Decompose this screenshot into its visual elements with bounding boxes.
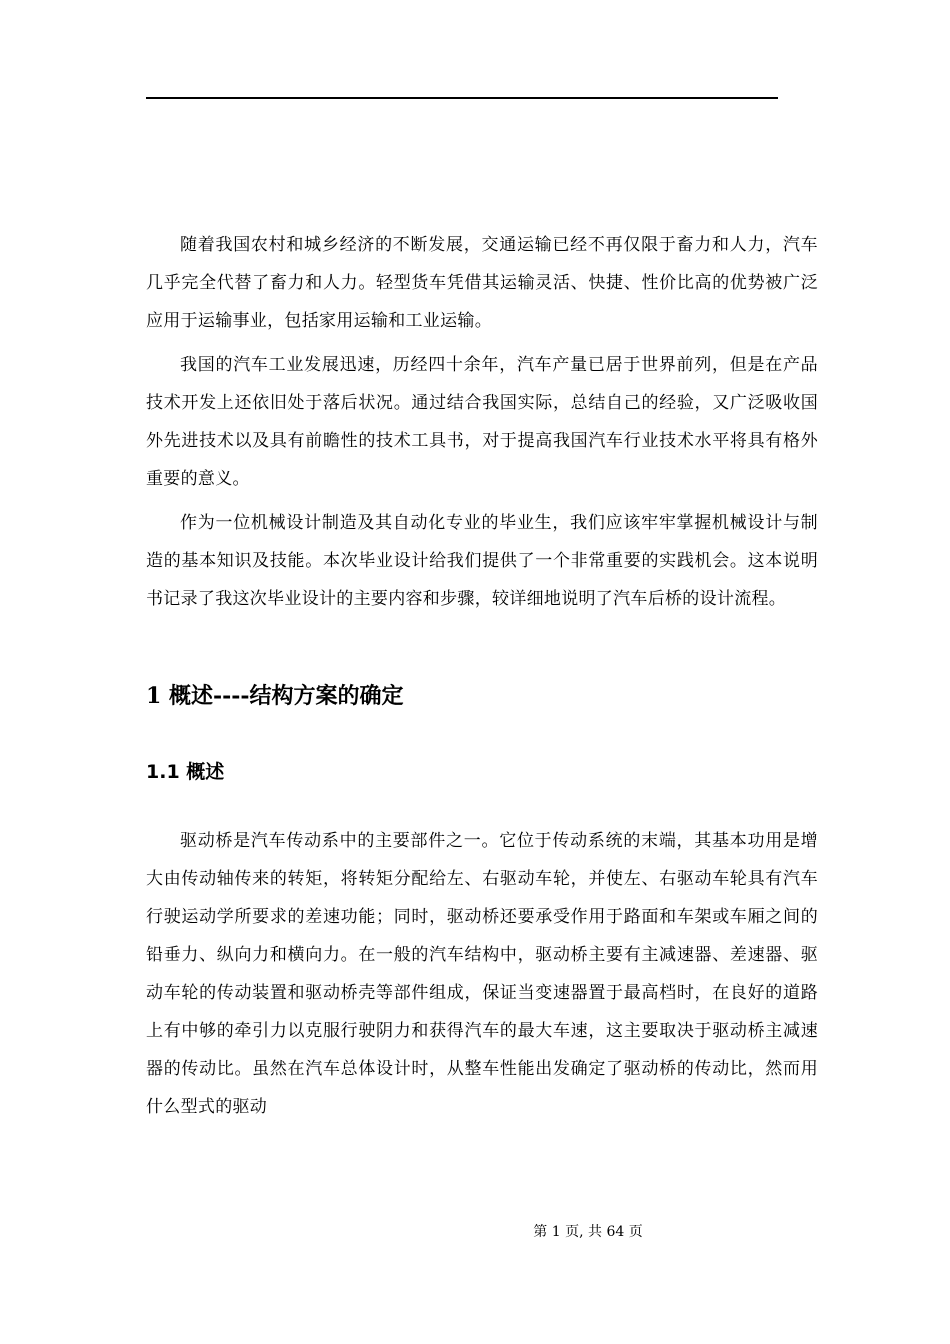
header-rule	[146, 97, 778, 99]
intro-paragraph-3: 作为一位机械设计制造及其自动化专业的毕业生，我们应该牢牢掌握机械设计与制造的基本知识及技能。本次毕业设计给我们提供了一个非常重要的实践机会。这本说明书记录了我这次毕业设计的主要内容和步骤，较详细地说明了汽车后桥的设计流程。	[146, 513, 818, 609]
intro-paragraph-1: 随着我国农村和城乡经济的不断发展，交通运输已经不再仅限于畜力和人力，汽车几乎完全代替了畜力和人力。轻型货车凭借其运输灵活、快捷、性价比高的优势被广泛应用于运输事业，包括家用运输和工业运输。	[146, 235, 818, 331]
subsection-heading: 1.1 概述	[146, 761, 225, 783]
body-paragraph: 驱动桥是汽车传动系中的主要部件之一。它位于传动系统的末端，其基本功用是增大由传动轴传来的转矩，将转矩分配给左、右驱动车轮，并使左、右驱动车轮具有汽车行驶运动学所要求的差速功能；同时，驱动桥还要承受作用于路面和车架或车厢之间的铅垂力、纵向力和横向力。在一般的汽车结构中，驱动桥主要有主减速器、差速器、驱动车轮的传动装置和驱动桥壳等部件组成，保证当变速器置于最高档时，在良好的道路上有中够的牵引力以克服行驶阴力和获得汽车的最大车速，这主要取决于驱动桥主减速器的传动比。虽然在汽车总体设计时，从整车性能出发确定了驱动桥的传动比，然而用什么型式的驱动	[146, 831, 818, 1117]
section-heading: 1 概述----结构方案的确定	[146, 683, 404, 709]
page-content	[146, 226, 818, 1126]
intro-paragraph-2: 我国的汽车工业发展迅速，历经四十余年，汽车产量已居于世界前列，但是在产品技术开发上还依旧处于落后状况。通过结合我国实际，总结自己的经验，又广泛吸收国外先进技术以及具有前瞻性的技术工具书，对于提高我国汽车行业技术水平将具有格外重要的意义。	[146, 355, 818, 489]
page-footer: 第 1 页, 共 64 页	[533, 1224, 643, 1240]
